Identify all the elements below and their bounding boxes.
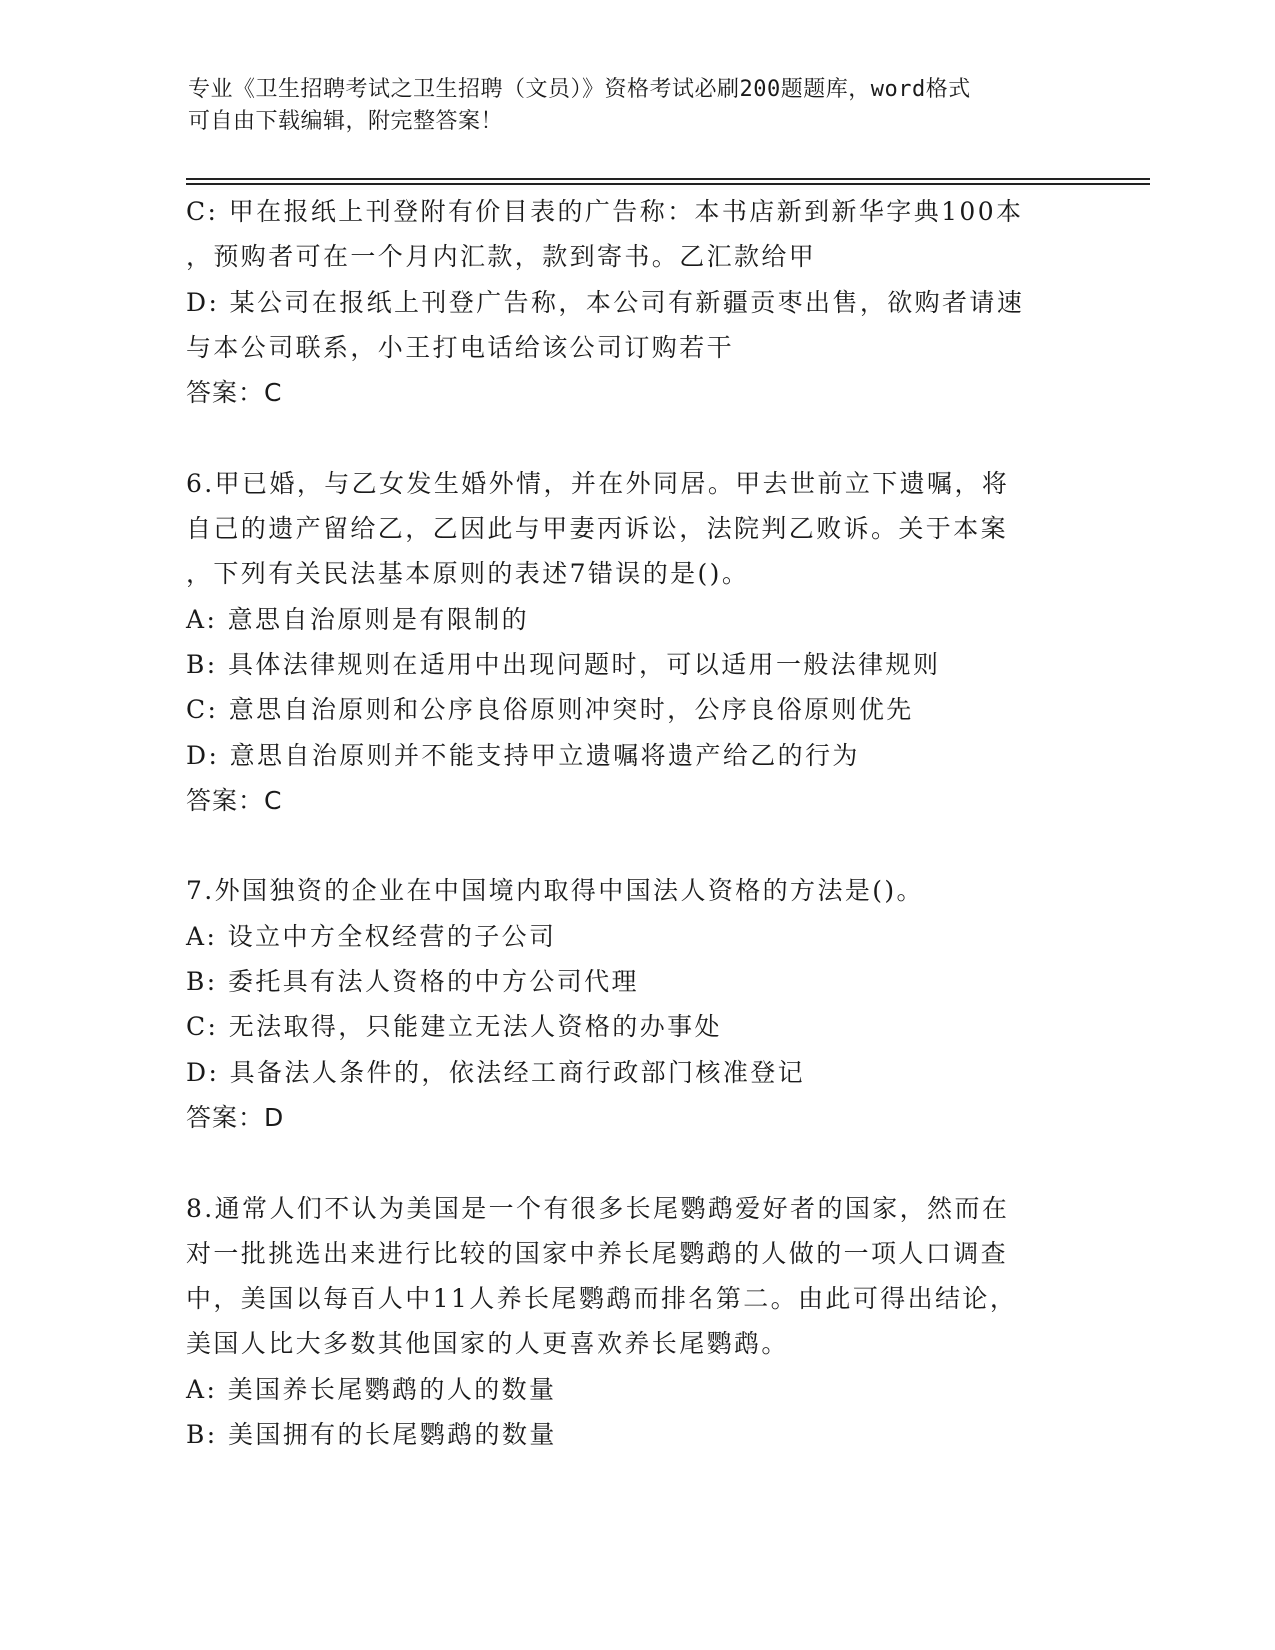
paragraph-gap <box>186 823 1086 868</box>
header-divider-bottom <box>186 183 1150 185</box>
answer-line: 答案：C <box>186 378 283 408</box>
text-line: 8.通常人们不认为美国是一个有很多长尾鹦鹉爱好者的国家，然而在 <box>186 1193 1010 1223</box>
text-line: D: 具备法人条件的，依法经工商行政部门核准登记 <box>186 1057 806 1087</box>
text-line: A: 设立中方全权经营的子公司 <box>186 921 557 951</box>
text-line: 对一批挑选出来进行比较的国家中养长尾鹦鹉的人做的一项人口调查 <box>186 1238 1009 1268</box>
paragraph-gap <box>186 415 1086 460</box>
text-line: 7.外国独资的企业在中国境内取得中国法人资格的方法是()。 <box>186 876 924 906</box>
text-line: D: 某公司在报纸上刊登广告称，本公司有新疆贡枣出售，欲购者请速 <box>186 287 1025 317</box>
document-body <box>186 189 1086 1457</box>
text-line: 6.甲已婚，与乙女发生婚外情，并在外同居。甲去世前立下遗嘱，将 <box>186 468 1010 498</box>
text-line: 美国人比大多数其他国家的人更喜欢养长尾鹦鹉。 <box>186 1329 789 1359</box>
answer-line: 答案：D <box>186 1102 285 1132</box>
text-line: ，下列有关民法基本原则的表述7错误的是()。 <box>186 559 750 589</box>
text-line: C: 意思自治原则和公序良俗原则冲突时，公序良俗原则优先 <box>186 695 914 725</box>
text-line: C: 甲在报纸上刊登附有价目表的广告称：本书店新到新华字典100本 <box>186 197 1024 226</box>
page-header <box>188 74 1068 138</box>
text-line: C: 无法取得，只能建立无法人资格的办事处 <box>186 1012 722 1042</box>
text-line: D: 意思自治原则并不能支持甲立遗嘱将遗产给乙的行为 <box>186 740 860 770</box>
header-line-1: 专业《卫生招聘考试之卫生招聘（文员）》资格考试必刷200题题库，word格式 <box>188 77 971 102</box>
paragraph-gap <box>186 1140 1086 1185</box>
answer-line: 答案：C <box>186 785 283 815</box>
text-line: A: 美国养长尾鹦鹉的人的数量 <box>186 1374 557 1404</box>
text-line: A: 意思自治原则是有限制的 <box>186 604 530 634</box>
text-line: B: 具体法律规则在适用中出现问题时，可以适用一般法律规则 <box>186 649 941 679</box>
header-line-2: 可自由下载编辑，附完整答案！ <box>188 109 504 134</box>
text-line: B: 美国拥有的长尾鹦鹉的数量 <box>186 1420 557 1450</box>
text-line: 自己的遗产留给乙，乙因此与甲妻丙诉讼，法院判乙败诉。关于本案 <box>186 514 1009 544</box>
text-line: ，预购者可在一个月内汇款，款到寄书。乙汇款给甲 <box>186 242 817 272</box>
text-line: B: 委托具有法人资格的中方公司代理 <box>186 967 639 997</box>
text-line: 与本公司联系，小王打电话给该公司订购若干 <box>186 332 735 362</box>
header-divider-top <box>186 178 1150 180</box>
text-line: 中，美国以每百人中11人养长尾鹦鹉而排名第二。由此可得出结论， <box>186 1284 1018 1314</box>
